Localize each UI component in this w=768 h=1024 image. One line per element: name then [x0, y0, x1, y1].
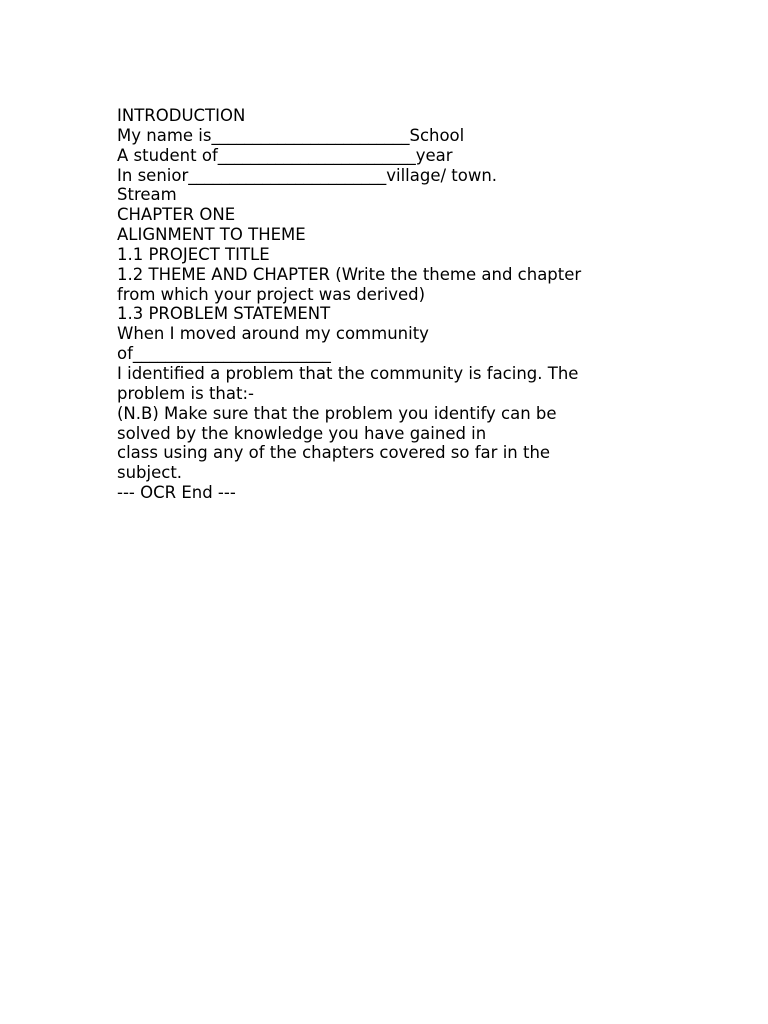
document-body	[117, 106, 657, 503]
note-line-2: solved by the knowledge you have gained in	[117, 423, 487, 443]
community-line: When I moved around my community	[117, 324, 429, 344]
note-line-1: (N.B) Make sure that the problem you identify can be	[117, 403, 557, 423]
section-problem-statement: 1.3 PROBLEM STATEMENT	[117, 304, 331, 324]
student-year-line: A student of________________________year	[117, 145, 453, 165]
note-line-3: class using any of the chapters covered so far in the	[117, 443, 551, 463]
stream-line: Stream	[117, 185, 177, 205]
section-theme-and-chapter: 1.2 THEME AND CHAPTER (Write the theme and chapter	[117, 264, 582, 284]
problem-is-line: problem is that:-	[117, 383, 254, 403]
senior-village-line: In senior________________________village/ town.	[117, 165, 498, 185]
ocr-end-marker: --- OCR End ---	[117, 483, 236, 503]
section-theme-and-chapter-cont: from which your project was derived)	[117, 284, 426, 304]
section-project-title: 1.1 PROJECT TITLE	[117, 244, 270, 264]
problem-identified-line: I identified a problem that the community is facing. The	[117, 363, 579, 383]
heading-chapter-one: CHAPTER ONE	[117, 205, 236, 225]
heading-introduction: INTRODUCTION	[117, 106, 246, 125]
community-blank-line: of________________________	[117, 344, 331, 364]
name-school-line: My name is________________________School	[117, 125, 465, 145]
heading-alignment-to-theme: ALIGNMENT TO THEME	[117, 225, 306, 245]
note-line-4: subject.	[117, 463, 183, 483]
